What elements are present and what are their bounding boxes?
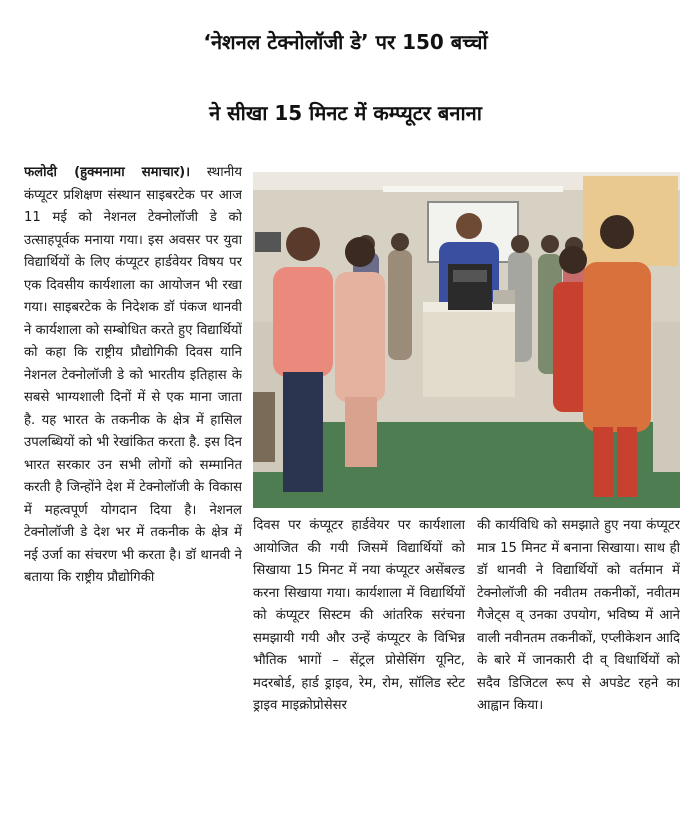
article-column-1 (24, 162, 242, 810)
headline-line-1: ‘नेशनल टेक्नोलॉजी डे’ पर 150 बच्चों (203, 30, 488, 54)
article-column-3 (477, 515, 680, 810)
column-2-text: दिवस पर कंप्यूटर हार्डवेयर पर कार्यशाला आयोजित की गयी जिसमें विद्यार्थियों को सिखाया 15 मिनट में नया कंप्यूटर असेंबल्ड करना सिखाया गया। कार्यशाला में विद्यार्थियों को कंप्यूटर सिस्टम की आंतरिक सरंचना समझायी गयी और उन्हें कंप्यूटर के विभिन्न भौतिक भागों – सेंट्रल प्रोसेसिंग यूनिट, मदरबोर्ड, हार्ड ड्राइव, रेम, रोम, सॉलिड स्टेट ड्राइव माइक्रोप्रोसेसर (253, 518, 465, 713)
headline-line-2: ने सीखा 15 मिनट में कम्प्यूटर बनाना (209, 101, 482, 125)
group-photo-icon (253, 172, 680, 508)
column-3-text: की कार्यविधि को समझाते हुए नया कंप्यूटर मात्र 15 मिनट में बनाना सिखाया। साथ ही डॉ थानवी ने विद्यार्थियों को वर्तमान में टेक्नोलॉजी की नवीतम तकनीकों, नवीतम गैजेट्स व् उनका उपयोग, भविष्य में आने वाली नवीनतम तकनीकों, एप्लीकेशन आदि के बारे में जानकारी दी व् विधार्थियों को सदैव डिजिटल रूप से अपडेट रहने का आह्वान किया। (477, 518, 680, 713)
article-column-2 (253, 515, 465, 810)
dateline: फलोदी (हुक्मनामा समाचार)। (24, 165, 191, 180)
news-photo (253, 172, 680, 508)
column-1-text: स्थानीय कंप्यूटर प्रशिक्षण संस्थान साइबरटेक पर आज 11 मई को नेशनल टेक्नोलॉजी डे को उत्साहपूर्वक मनाया गया। इस अवसर पर युवा विद्यार्थियों के लिए कंप्यूटर हार्डवेयर विषय पर एक दिवसीय कार्यशाला का आयोजन भी रखा गया। साइबरटेक के निदेशक डॉ पंकज थानवी ने कार्यशाला को सम्बोधित करते हुए विद्यार्थियों को कहा कि राष्ट्रीय प्रौद्योगिकी दिवस यानि नेशनल टेक्नोलॉजी डे को भारतीय इतिहास के सबसे भाग्यशाली दिनों में से एक माना जाता है. यह भारत के तकनीक के क्षेत्र में हासिल उपलब्धियों को भी रेखांकित करता है. इस दिन भारत सरकार उन सभी लोगों को सम्मानित करती है जिन्होंने देश में टेक्नोलॉजी के विकास में महत्वपूर्ण योगदान दिया है। नेशनल टेक्नोलॉजी डे देश भर में तकनीक के क्षेत्र में नई उर्जा का संचरण भी करता है। डॉ थानवी ने बताया कि राष्ट्रीय प्रौद्योगिकी (24, 165, 242, 585)
